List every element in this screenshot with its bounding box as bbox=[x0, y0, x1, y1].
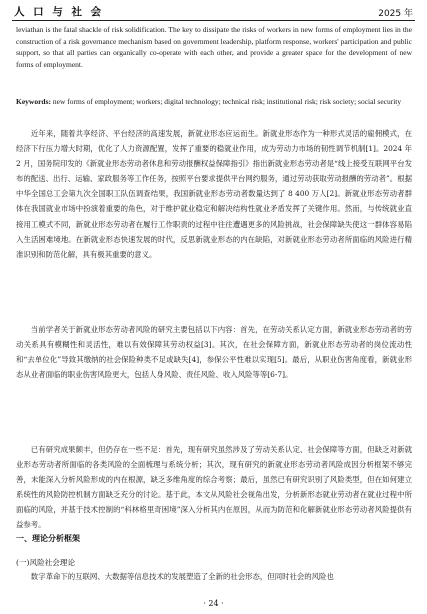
header-rule bbox=[12, 20, 415, 21]
running-header bbox=[0, 0, 427, 26]
subsection-heading: (一)风险社会理论 bbox=[16, 558, 76, 567]
keywords-label: Keywords: bbox=[16, 97, 51, 106]
english-abstract-tail: leviathan is the fatal shackle of risk solidification. The key to dissipate the risks of workers in new forms of employment lies in the construction of a risk governance mechanism based on government leadership, platform response, workers' participation and public support, so that all parties can organically co-operate with each other, and provide a greater space for the development of new forms of employment. bbox=[16, 25, 412, 69]
keywords-block bbox=[16, 96, 412, 108]
body-paragraph-3: 已有研究成果颇丰，但仍存在一些不足：首先，现有研究虽然涉及了劳动关系认定、社会保障等方面，但缺乏对新就业形态劳动者所面临的各类风险的全面梳理与系统分析；其次，现有研究的新就业形态劳动者风险成因分析框架不够完善，未能深入分析风险形成的内在根源，缺乏多维角度的综合考察；最后，虽然已有研究识别了风险类型，但在如何建立系统性的风险防控机制方面缺乏充分的讨论。基于此，本文从风险社会视角出发，分析新形态就业劳动者在就业过程中所面临的风险，并基于技术控制的“科林格里奇困境”深入分析其内在原因，从而为防范和化解新就业形态劳动者风险提供有益参考。 bbox=[16, 445, 412, 530]
body-paragraph-2: 当前学者关于新就业形态劳动者风险的研究主要包括以下内容：首先，在劳动关系认定方面，新就业形态劳动者的劳动关系具有模糊性和灵活性，难以有效保障其劳动权益[3]。其次，在社会保障方面，新就业形态劳动者的岗位流动性和“去单位化”导致其缴纳的社会保险种类不足或缺失[4]，参保公平性难以实现[5]。最后，从职业伤害角度看，新就业形态从业者面临的职业伤害风险更大，包括人身风险、责任风险、收入风险等等[6-7]。 bbox=[16, 325, 412, 380]
body-paragraph-4: 数字革命下的互联网、大数据等信息技术的发展塑造了全新的社会形态，但同时社会的风险也 bbox=[30, 572, 334, 581]
keywords-text: new forms of employment; workers; digital technology; technical risk; institutional risk; risk society; social security bbox=[52, 97, 402, 106]
page-number: · 24 · bbox=[203, 599, 224, 608]
section-heading: 一、理论分析框架 bbox=[16, 534, 80, 543]
journal-year: 2025 年 bbox=[378, 9, 413, 19]
journal-name: 人 口 与 社 会 bbox=[14, 6, 104, 18]
body-paragraph-1: 近年来，随着共享经济、平台经济的高速发展，新就业形态应运而生。新就业形态作为一种形式灵活的雇佣模式，在经济下行压力增大时期，优化了人力资源配置，发挥了重要的稳就业作用，成为劳动力市场的韧性调节机制[1]。2024 年 2 月，国务院印发的《新就业形态劳动者休息和劳动报酬权益保障指引》指出新就业形态劳动者是“线上接受互联网平台发布的配送、出行、运输、家政服务等工作任务，按照平台要求提供平台网约服务，通过劳动获取劳动报酬的劳动者”。根据中华全国总工会第九次全国职工队伍调查结果，我国新就业形态劳动者数量达到了 8 400 万人[2]。新就业形态劳动者群体在我国就业市场中扮演着重要的角色，对于维护就业稳定和解决结构性就业矛盾发挥了关键作用。然而，与传统就业直接用工模式不同，新就业形态劳动者在履行工作职责的过程中往往遭遇更多的风险挑战，社会保障缺失使这一群体容易陷入生活困难境地。在新就业形态快速发展的时代，反思新就业形态的内在缺陷，对新就业形态劳动者所面临的风险进行精准识别和防范化解，具有极其重要的意义。 bbox=[16, 129, 412, 259]
